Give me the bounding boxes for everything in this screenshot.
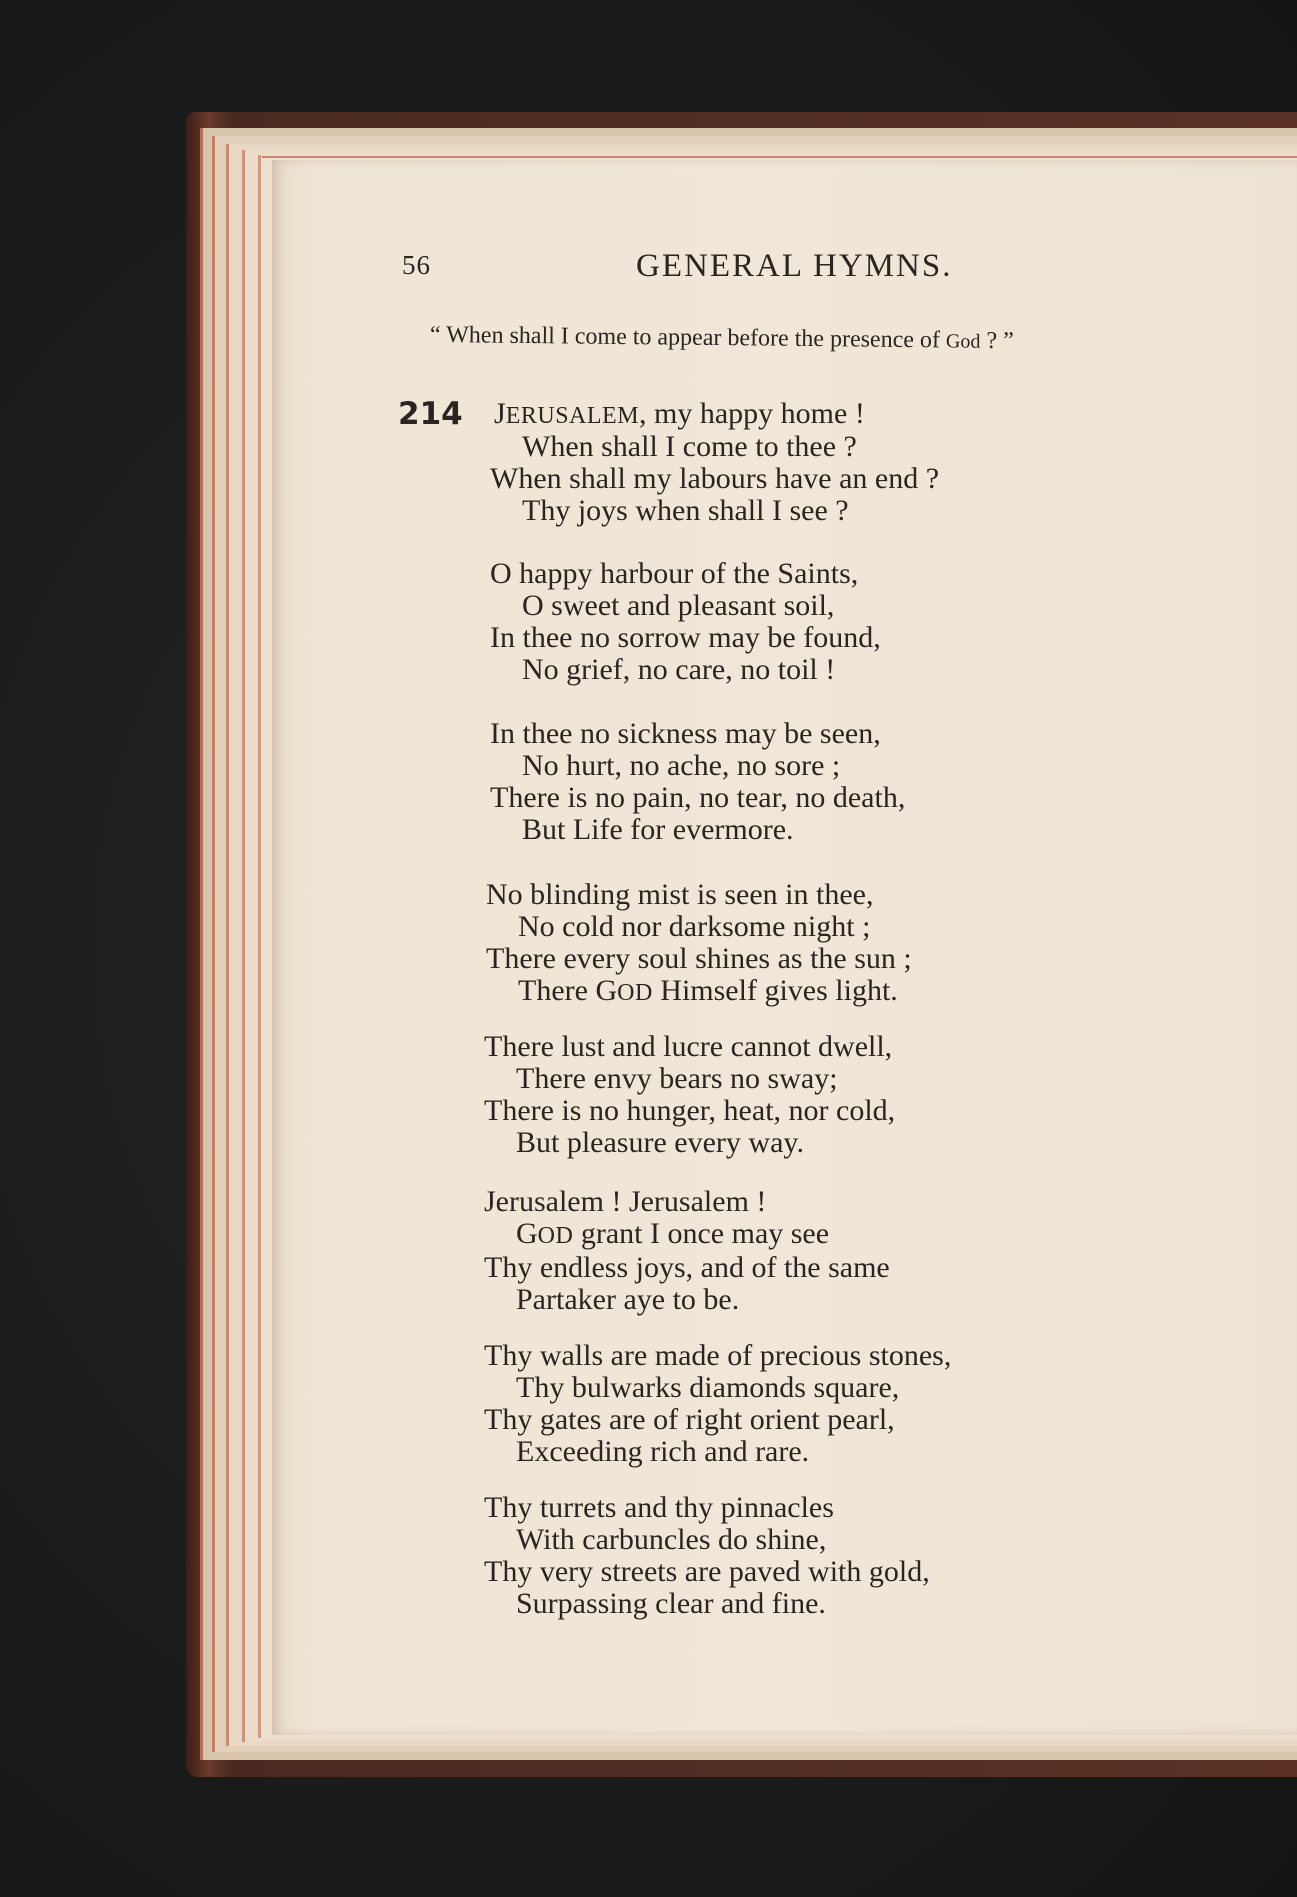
- hymn-number: 214: [398, 396, 463, 432]
- verse-text: Himself gives light.: [652, 974, 898, 1007]
- stanza: [484, 1340, 951, 1468]
- god-initial: G: [516, 1217, 538, 1250]
- verse-line: But pleasure every way.: [516, 1126, 804, 1159]
- epigraph-god: God: [945, 330, 981, 353]
- page-number: 56: [402, 250, 431, 280]
- verse-line: No cold nor darksome night ;: [518, 910, 871, 943]
- verse-line: No blinding mist is seen in thee,: [486, 878, 874, 911]
- verse-line: When shall I come to thee ?: [522, 430, 857, 463]
- verse-line: Surpassing clear and fine.: [516, 1587, 826, 1620]
- epigraph-end: ? ”: [980, 327, 1014, 355]
- stanza: [484, 1186, 890, 1316]
- hymn-first-line: [494, 398, 865, 432]
- verse-line: Thy gates are of right orient pearl,: [484, 1403, 895, 1436]
- stanza: [484, 1492, 930, 1620]
- stanza: [484, 1031, 895, 1159]
- verse-line: No hurt, no ache, no sore ;: [522, 749, 841, 782]
- god-initial: G: [595, 974, 618, 1007]
- first-word-initial: J: [494, 397, 506, 430]
- verse-line: There is no hunger, heat, nor cold,: [484, 1094, 896, 1127]
- verse-line: But Life for evermore.: [522, 813, 794, 846]
- verse-line: Thy very streets are paved with gold,: [484, 1555, 930, 1588]
- verse-line: There envy bears no sway;: [516, 1062, 838, 1095]
- verse-line: In thee no sorrow may be found,: [490, 621, 881, 654]
- stanza: [490, 431, 939, 527]
- stanza: [490, 558, 881, 686]
- running-head: GENERAL HYMNS.: [636, 248, 953, 284]
- verse-line: Thy bulwarks diamonds square,: [516, 1371, 900, 1404]
- verse-line: Thy joys when shall I see ?: [522, 494, 849, 527]
- verse-line: Thy endless joys, and of the same: [484, 1251, 890, 1284]
- verse-line: There is no pain, no tear, no death,: [490, 781, 906, 814]
- verse-line: Jerusalem ! Jerusalem !: [484, 1185, 767, 1218]
- verse-line: Thy walls are made of precious stones,: [484, 1339, 952, 1372]
- first-word-smallcaps: ERUSALEM: [505, 403, 640, 429]
- verse-line: There every soul shines as the sun ;: [486, 942, 912, 975]
- epigraph-text: “ When shall I come to appear before the presence of: [429, 322, 947, 354]
- verse-line: O sweet and pleasant soil,: [522, 589, 835, 622]
- verse-text: grant I once may see: [573, 1217, 830, 1250]
- verse-line: [518, 975, 912, 1009]
- verse-line: With carbuncles do shine,: [516, 1523, 827, 1556]
- verse-line: [516, 1218, 890, 1252]
- verse-line: In thee no sickness may be seen,: [490, 717, 881, 750]
- god-smallcaps: OD: [537, 1223, 574, 1249]
- verse-line: There lust and lucre cannot dwell,: [484, 1030, 893, 1063]
- verse-line: When shall my labours have an end ?: [490, 462, 940, 495]
- verse-line: Partaker aye to be.: [516, 1283, 740, 1316]
- verse-line: O happy harbour of the Saints,: [490, 557, 859, 590]
- red-edge-rule: [262, 156, 1297, 158]
- stanza: [486, 879, 912, 1009]
- verse-line: Exceeding rich and rare.: [516, 1435, 810, 1468]
- verse-text: There: [518, 974, 596, 1007]
- stanza: [490, 718, 905, 846]
- verse-line: Thy turrets and thy pinnacles: [484, 1491, 834, 1524]
- verse-line: No grief, no care, no toil !: [522, 653, 836, 686]
- god-smallcaps: OD: [617, 980, 653, 1006]
- first-line-rest: , my happy home !: [639, 397, 865, 430]
